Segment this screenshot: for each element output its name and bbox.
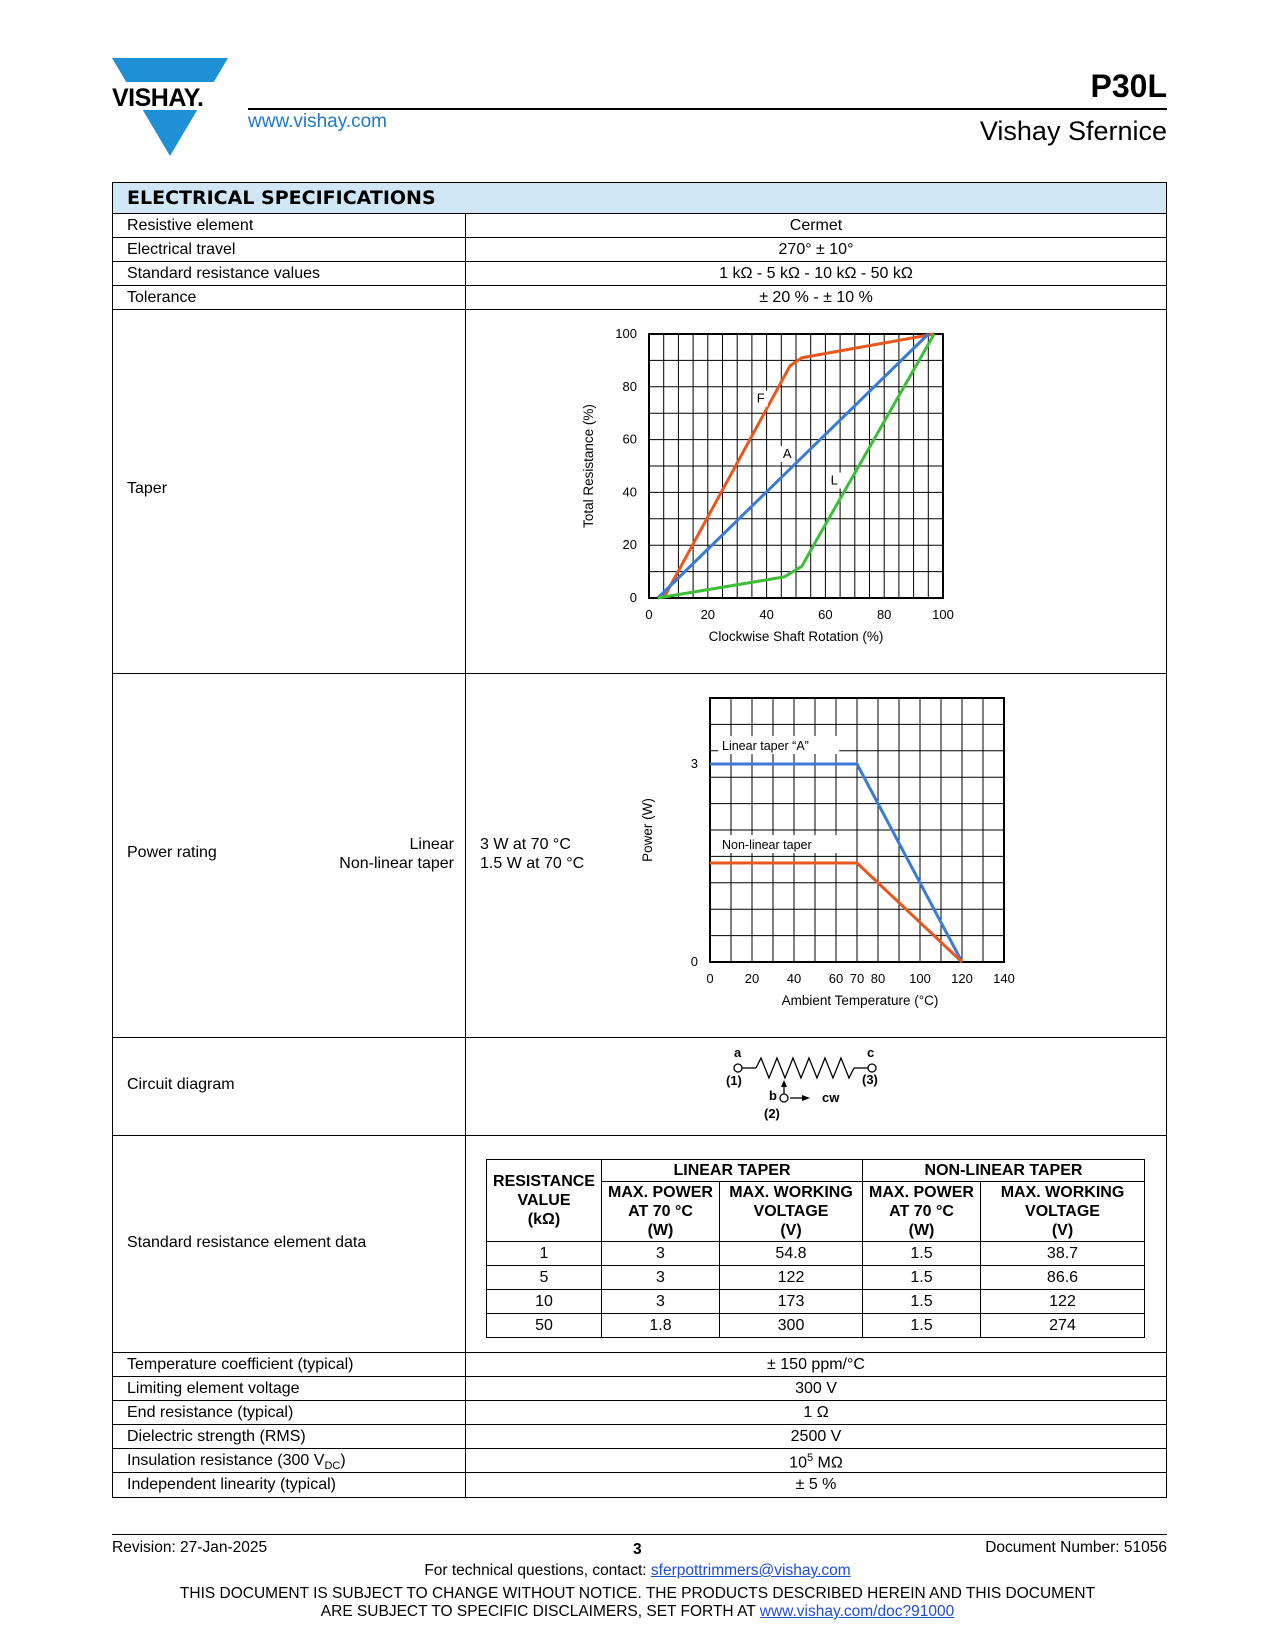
- spec-label: Temperature coefficient (typical): [127, 1356, 354, 1373]
- table-title: ELECTRICAL SPECIFICATIONS: [113, 183, 1166, 214]
- spec-label: Tolerance: [127, 289, 197, 306]
- x-tick-label: 80: [876, 607, 892, 622]
- power-chart: [466, 674, 1166, 1036]
- spec-label: Circuit diagram: [127, 1076, 235, 1093]
- spec-value: 2500 V: [790, 1428, 842, 1445]
- page-number: 3: [633, 1541, 642, 1558]
- taper-chart: [466, 310, 1166, 672]
- terminal-a-label: a: [734, 1045, 742, 1060]
- nonlinear-label: Non-linear taper: [339, 855, 454, 872]
- disclaimer-link[interactable]: www.vishay.com/doc?91000: [759, 1603, 955, 1620]
- x-tick-label: 100: [932, 607, 954, 622]
- revision: Revision: 27-Jan-2025: [112, 1539, 268, 1556]
- spec-row: [113, 1377, 1166, 1401]
- spec-value: ± 5 %: [795, 1476, 837, 1493]
- electrical-specifications-table: [112, 182, 1167, 1498]
- x-tick-label: 70: [849, 971, 865, 986]
- terminal-c-number: (3): [862, 1072, 878, 1087]
- spec-value: 300 V: [795, 1380, 837, 1397]
- spec-value: ± 20 % - ± 10 %: [759, 289, 873, 306]
- spec-value: 1 kΩ - 5 kΩ - 10 kΩ - 50 kΩ: [719, 265, 913, 282]
- series-label: L: [830, 472, 838, 488]
- x-tick-label: 0: [706, 971, 714, 986]
- y-axis-label: Power (W): [640, 798, 655, 862]
- series-label: A: [782, 446, 792, 462]
- footer-divider: [112, 1534, 1167, 1535]
- x-axis-label: Clockwise Shaft Rotation (%): [708, 629, 884, 644]
- spec-value: 1 Ω: [803, 1404, 829, 1421]
- linear-value: 3 W at 70 °C: [480, 836, 571, 853]
- spec-label: Limiting element voltage: [127, 1380, 300, 1397]
- col-max-power: MAX. POWER AT 70 °C (W): [602, 1182, 720, 1242]
- spec-value: Cermet: [789, 217, 843, 234]
- spec-row: [113, 238, 1166, 262]
- terminal-a-number: (1): [726, 1073, 742, 1088]
- x-tick-label: 60: [828, 971, 844, 986]
- spec-label: Independent linearity (typical): [127, 1476, 337, 1493]
- x-tick-label: 100: [909, 971, 931, 986]
- y-tick-label: 40: [622, 484, 637, 500]
- x-axis-label: Ambient Temperature (°C): [781, 993, 939, 1008]
- x-tick-label: 80: [870, 971, 886, 986]
- x-tick-label: 20: [744, 971, 760, 986]
- element-data-row: [113, 1136, 1166, 1353]
- x-tick-label: 120: [951, 971, 973, 986]
- series-label: Linear taper “A”: [722, 739, 809, 753]
- col-max-voltage: MAX. WORKING VOLTAGE (V): [981, 1182, 1145, 1242]
- spec-label: Standard resistance element data: [127, 1234, 367, 1251]
- y-tick-label: 100: [615, 326, 637, 341]
- spec-value: ± 150 ppm/°C: [767, 1356, 865, 1373]
- linear-label: Linear: [409, 836, 454, 853]
- part-number: P30L: [1090, 68, 1167, 104]
- company-name: Vishay Sfernice: [979, 116, 1167, 146]
- spec-label: Electrical travel: [127, 241, 236, 258]
- x-tick-label: 60: [818, 607, 833, 622]
- table-row: 5 3 122 1.5 86.6: [487, 1266, 1145, 1290]
- y-tick-label: 20: [622, 537, 637, 553]
- spec-row: [113, 1449, 1166, 1473]
- website-link[interactable]: www.vishay.com: [248, 111, 388, 132]
- terminal-b-number: (2): [764, 1106, 780, 1121]
- power-rating-row: [113, 674, 1166, 1038]
- x-tick-label: 0: [645, 607, 653, 622]
- contact-line: For technical questions, contact: sferpottrimmers@vishay.com: [424, 1562, 851, 1579]
- disclaimer-line-2: ARE SUBJECT TO SPECIFIC DISCLAIMERS, SET FORTH AT www.vishay.com/doc?91000: [320, 1603, 955, 1620]
- terminal-b-label: b: [769, 1088, 777, 1103]
- spec-row: [113, 1425, 1166, 1449]
- circuit-row: [113, 1038, 1166, 1136]
- y-tick-label: 0: [690, 954, 698, 969]
- y-tick-label: 60: [622, 431, 637, 447]
- col-max-voltage: MAX. WORKING VOLTAGE (V): [720, 1182, 863, 1242]
- document-number: Document Number: 51056: [985, 1539, 1167, 1556]
- spec-label: Taper: [127, 480, 168, 497]
- x-tick-label: 40: [759, 607, 774, 622]
- series-label: Non-linear taper: [722, 838, 812, 852]
- terminal-c-label: c: [867, 1045, 875, 1060]
- nonlinear-value: 1.5 W at 70 °C: [480, 855, 585, 872]
- col-max-power: MAX. POWER AT 70 °C (W): [863, 1182, 981, 1242]
- spec-row: [113, 1473, 1166, 1497]
- x-tick-label: 40: [786, 971, 802, 986]
- x-tick-label: 140: [993, 971, 1015, 986]
- spec-row: [113, 1353, 1166, 1377]
- table-row: 10 3 173 1.5 122: [487, 1290, 1145, 1314]
- spec-row: [113, 262, 1166, 286]
- circuit-diagram: [466, 1038, 1166, 1134]
- spec-label: Resistive element: [127, 217, 254, 234]
- spec-label: Power rating: [127, 844, 217, 861]
- table-row: 50 1.8 300 1.5 274: [487, 1314, 1145, 1338]
- spec-label: Insulation resistance (300 $V_{DC}$): [127, 1452, 346, 1473]
- group-linear-taper: LINEAR TAPER: [602, 1160, 863, 1182]
- contact-email-link[interactable]: sferpottrimmers@vishay.com: [650, 1562, 851, 1579]
- spec-row: [113, 286, 1166, 310]
- resistance-element-table: [486, 1159, 1145, 1338]
- disclaimer-line-1: THIS DOCUMENT IS SUBJECT TO CHANGE WITHOUT NOTICE. THE PRODUCTS DESCRIBED HEREIN AND THIS DOCUMENT: [179, 1585, 1096, 1602]
- spec-row: [113, 1401, 1166, 1425]
- spec-label: Standard resistance values: [127, 265, 320, 282]
- series-label: F: [756, 390, 765, 406]
- clockwise-label: cw: [822, 1090, 840, 1105]
- spec-value: $10^5$ MΩ: [789, 1452, 843, 1472]
- y-axis-label: Total Resistance (%): [581, 404, 596, 528]
- spec-label: End resistance (typical): [127, 1404, 294, 1421]
- table-row: 1 3 54.8 1.5 38.7: [487, 1242, 1145, 1266]
- y-tick-label: 0: [629, 590, 637, 605]
- y-tick-label: 3: [690, 756, 698, 771]
- x-tick-label: 20: [700, 607, 716, 622]
- col-resistance: RESISTANCE VALUE (kΩ): [487, 1160, 602, 1242]
- spec-label: Dielectric strength (RMS): [127, 1428, 306, 1445]
- y-tick-label: 80: [622, 378, 637, 394]
- logo-text: VISHAY.: [112, 84, 204, 112]
- spec-value: 270° ± 10°: [778, 241, 854, 258]
- taper-row: [113, 310, 1166, 674]
- spec-row: [113, 214, 1166, 238]
- header-divider: [248, 108, 1167, 110]
- group-nonlinear-taper: NON-LINEAR TAPER: [863, 1160, 1145, 1182]
